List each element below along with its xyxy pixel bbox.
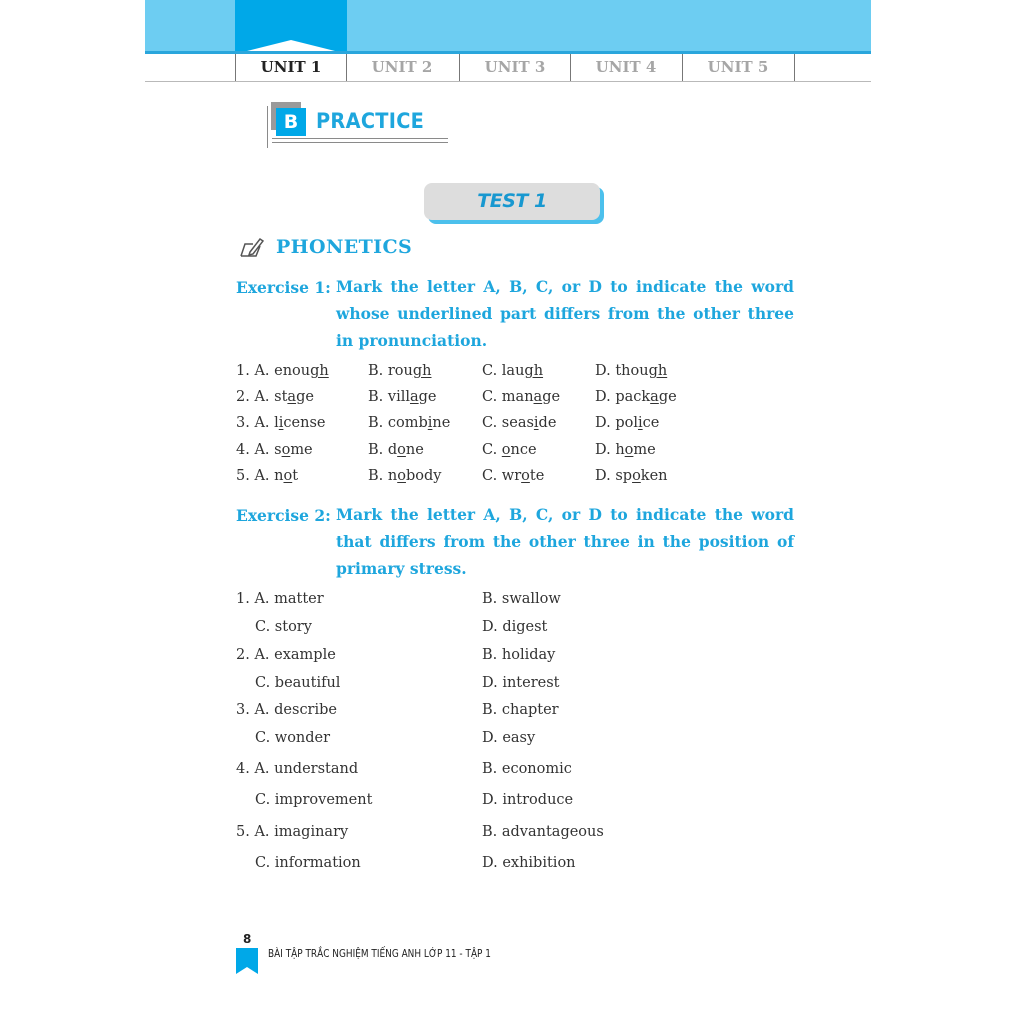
ex2-q2-option-a: 2. A. example bbox=[236, 647, 336, 663]
section-rule-vertical bbox=[267, 106, 268, 148]
ex2-q4-option-c: C. improvement bbox=[255, 792, 373, 808]
ex1-q2-option-c: C. manage bbox=[482, 389, 561, 405]
ex1-q2-option-d: D. package bbox=[595, 389, 677, 405]
ex1-q5-option-a: 5. A. not bbox=[236, 468, 299, 484]
exercise-2-label: Exercise 2: bbox=[236, 506, 331, 525]
bookmark-icon bbox=[236, 948, 258, 974]
exercise-2-instruction: Mark the letter A, B, C, or D to indicate the word that differs from the other three in the position of primary stress. bbox=[336, 505, 794, 578]
pencil-note-icon bbox=[238, 236, 264, 260]
ex2-q5-option-d: D. exhibition bbox=[482, 855, 576, 871]
ex2-q3-option-a: 3. A. describe bbox=[236, 702, 337, 718]
ex1-q3-option-a: 3. A. license bbox=[236, 415, 326, 431]
section-title: PRACTICE bbox=[316, 109, 425, 133]
tab-unit-5[interactable]: UNIT 5 bbox=[682, 54, 793, 81]
ex1-q1-option-d: D. though bbox=[595, 363, 668, 379]
ex2-q1-option-c: C. story bbox=[255, 619, 312, 635]
ex2-q1-option-a: 1. A. matter bbox=[236, 591, 324, 607]
ex1-q1-option-b: B. rough bbox=[368, 363, 432, 379]
section-letter-badge: B bbox=[276, 108, 306, 136]
ex2-q4-option-b: B. economic bbox=[482, 761, 572, 777]
tab-unit-1[interactable]: UNIT 1 bbox=[235, 54, 346, 81]
ex2-q3-option-b: B. chapter bbox=[482, 702, 559, 718]
ex1-q3-option-d: D. police bbox=[595, 415, 660, 431]
phonetics-heading: PHONETICS bbox=[276, 236, 413, 258]
tab-unit-4[interactable]: UNIT 4 bbox=[570, 54, 681, 81]
ex2-q5-option-a: 5. A. imaginary bbox=[236, 824, 349, 840]
section-underline bbox=[272, 138, 448, 139]
exercise-1-instruction: Mark the letter A, B, C, or D to indicate the word whose underlined part differs from the other three in pronunciation. bbox=[336, 277, 794, 350]
ex2-q2-option-d: D. interest bbox=[482, 675, 560, 691]
ex1-q3-option-c: C. seaside bbox=[482, 415, 557, 431]
test-badge: TEST 1 bbox=[424, 183, 600, 220]
exercise-1-label: Exercise 1: bbox=[236, 278, 331, 297]
ex2-q1-option-b: B. swallow bbox=[482, 591, 561, 607]
ex2-q2-option-b: B. holiday bbox=[482, 647, 556, 663]
ex2-q5-option-c: C. information bbox=[255, 855, 361, 871]
ex2-q4-option-d: D. introduce bbox=[482, 792, 574, 808]
ex1-q4-option-b: B. done bbox=[368, 442, 424, 458]
tab-unit-2[interactable]: UNIT 2 bbox=[346, 54, 457, 81]
ex2-q2-option-c: C. beautiful bbox=[255, 675, 341, 691]
ex1-q4-option-c: C. once bbox=[482, 442, 537, 458]
ex1-q5-option-d: D. spoken bbox=[595, 468, 668, 484]
ex2-q4-option-a: 4. A. understand bbox=[236, 761, 359, 777]
book-title: BÀI TẬP TRẮC NGHIỆM TIẾNG ANH LỚP 11 - TẬP 1 bbox=[268, 948, 491, 960]
page-number: 8 bbox=[243, 932, 252, 946]
ex1-q3-option-b: B. combine bbox=[368, 415, 451, 431]
tab-divider bbox=[794, 54, 795, 81]
ex1-q1-option-c: C. laugh bbox=[482, 363, 544, 379]
ex1-q4-option-d: D. home bbox=[595, 442, 656, 458]
tab-unit-3[interactable]: UNIT 3 bbox=[459, 54, 570, 81]
ex2-q3-option-c: C. wonder bbox=[255, 730, 331, 746]
ex1-q2-option-a: 2. A. stage bbox=[236, 389, 314, 405]
ex1-q5-option-b: B. nobody bbox=[368, 468, 442, 484]
ex1-q5-option-c: C. wrote bbox=[482, 468, 545, 484]
ex1-q4-option-a: 4. A. some bbox=[236, 442, 313, 458]
ex1-q2-option-b: B. village bbox=[368, 389, 437, 405]
ex2-q5-option-b: B. advantageous bbox=[482, 824, 604, 840]
unit-tabs bbox=[145, 54, 871, 82]
section-underline-2 bbox=[272, 142, 448, 143]
ex1-q1-option-a: 1. A. enough bbox=[236, 363, 329, 379]
ex2-q1-option-d: D. digest bbox=[482, 619, 548, 635]
ex2-q3-option-d: D. easy bbox=[482, 730, 536, 746]
